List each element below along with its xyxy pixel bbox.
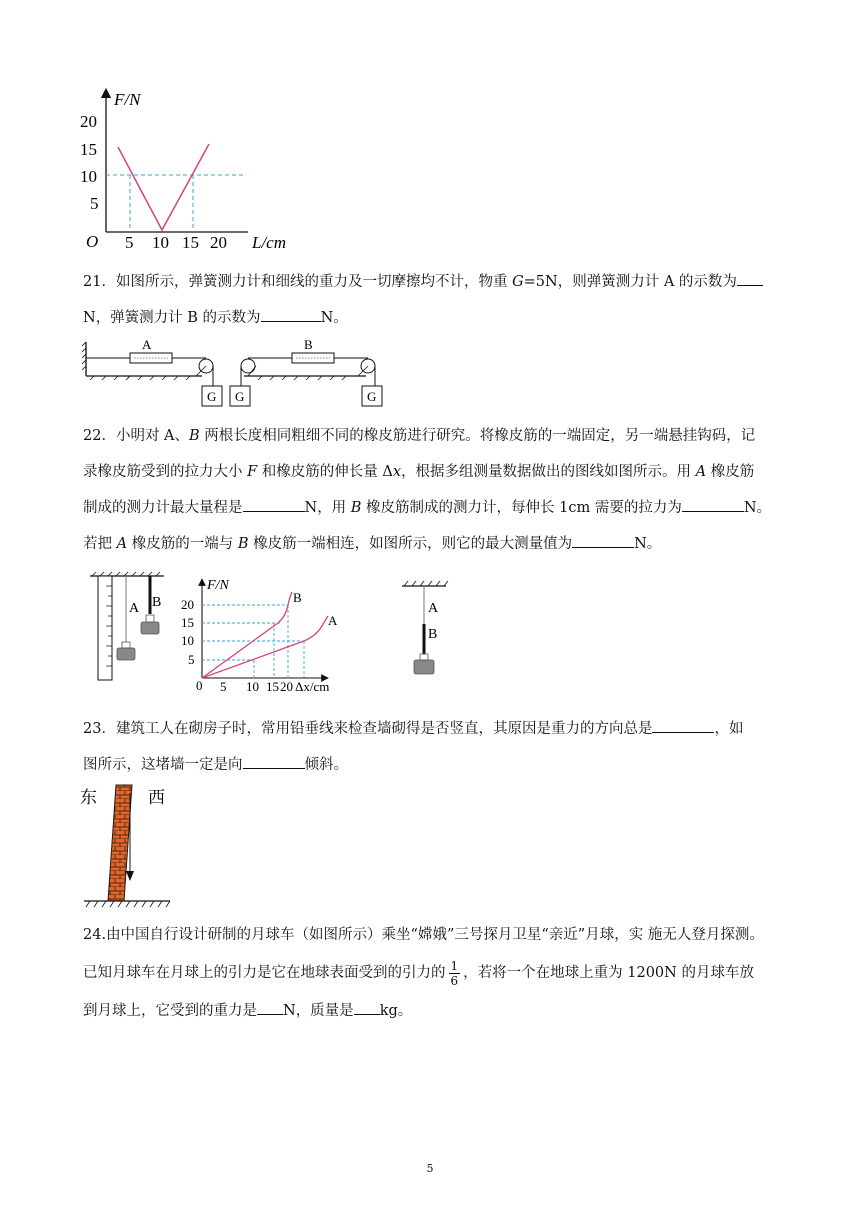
question-24 <box>83 917 793 1029</box>
page-number: 5 <box>426 1162 434 1175</box>
q21-line-2: N，弹簧测力计 B 的示数为 N。 <box>83 300 783 336</box>
force-curve <box>118 144 209 230</box>
y-tick: 15 <box>80 140 97 159</box>
answer-blank[interactable] <box>354 998 380 1015</box>
answer-blank[interactable] <box>652 716 714 733</box>
q23-line-1: 23．建筑工人在砌房子时，常用铅垂线来检查墙砌得是否竖直，其原因是重力的方向总是 ，如 <box>83 711 783 747</box>
svg-text:15: 15 <box>266 679 279 694</box>
x-tick: 10 <box>152 233 169 252</box>
svg-text:B: B <box>293 590 302 605</box>
answer-blank[interactable] <box>243 752 305 769</box>
svg-text:G: G <box>207 389 217 404</box>
x-tick: 5 <box>125 233 134 252</box>
label-west: 西 <box>148 788 165 807</box>
svg-text:20: 20 <box>181 597 194 612</box>
svg-text:A: A <box>328 613 338 628</box>
answer-blank[interactable] <box>243 495 305 512</box>
answer-blank[interactable] <box>257 998 283 1015</box>
svg-text:10: 10 <box>246 679 259 694</box>
svg-text:B: B <box>152 595 162 610</box>
answer-blank[interactable] <box>682 495 744 512</box>
q24-line-3: 到月球上，它受到的重力是 N，质量是 kg。 <box>83 993 793 1029</box>
svg-text:G: G <box>367 389 377 404</box>
hook-weight <box>414 660 434 674</box>
svg-text:0: 0 <box>196 678 203 693</box>
svg-text:20: 20 <box>280 679 293 694</box>
svg-text:A: A <box>129 601 140 616</box>
x-tick: 15 <box>182 233 199 252</box>
brick-wall <box>108 785 132 901</box>
q22-line-3: 制成的测力计最大量程是 N，用 B 橡皮筋制成的测力计，每伸长 1cm 需要的拉力为 N。 <box>83 490 783 526</box>
y-tick: 5 <box>90 194 99 213</box>
svg-text:15: 15 <box>181 615 194 630</box>
answer-blank[interactable] <box>572 531 634 548</box>
svg-text:5: 5 <box>220 679 227 694</box>
answer-blank[interactable] <box>737 269 763 286</box>
svg-text:10: 10 <box>181 633 194 648</box>
q24-line-2: 已知月球车在月球上的引力是它在地球表面受到的引力的 $\frac{1}{6}$ ，若将一个在地球上重为 1200N 的月球车放 <box>83 958 754 988</box>
hook-weight-b <box>141 622 159 634</box>
spring-scale-figure <box>82 336 392 414</box>
fraction-one-sixth: $\frac{1}{6}$ <box>450 958 459 988</box>
question-22 <box>83 418 783 562</box>
q22-line-4: 若把 A 橡皮筋的一端与 B 橡皮筋一端相连，如图所示，则它的最大测量值为 N。 <box>83 526 783 562</box>
question-23 <box>83 711 783 783</box>
rubber-band-setup-figure <box>88 570 168 685</box>
q24-line-1: 24.由中国自行设计研制的月球车（如图所示）乘坐“嫦娥”三号探月卫星“亲近”月球，实 施无人登月探测。 <box>83 927 764 943</box>
svg-text:Δx/cm: Δx/cm <box>295 679 330 694</box>
curve-a <box>202 616 328 678</box>
x-tick: 20 <box>210 233 227 252</box>
q21-line-1: 21．如图所示，弹簧测力计和细线的重力及一切摩擦均不计，物重 G=5N，则弹簧测力计 A 的示数为 <box>83 264 783 300</box>
series-rubber-bands-figure <box>400 578 450 678</box>
svg-text:A: A <box>428 601 439 616</box>
svg-text:5: 5 <box>188 652 195 667</box>
q23-line-2: 图所示，这堵墙一定是向 倾斜。 <box>83 747 783 783</box>
label-east: 东 <box>80 788 97 807</box>
y-axis-label: F/N <box>114 90 141 109</box>
hook-weight-a <box>117 648 135 660</box>
svg-text:G: G <box>235 389 245 404</box>
question-21 <box>83 264 783 336</box>
q22-line-1: 22．小明对 A、B 两根长度相同粗细不同的橡皮筋进行研究。将橡皮筋的一端固定，另一端悬挂钩码，记 <box>83 428 756 444</box>
spring-scale-b <box>292 353 334 363</box>
svg-text:B: B <box>428 627 438 642</box>
origin-label: O <box>86 232 99 251</box>
svg-text:F/N: F/N <box>207 578 229 593</box>
ruler <box>98 576 112 680</box>
svg-text:B: B <box>304 337 313 352</box>
y-tick: 10 <box>80 167 97 186</box>
y-tick: 20 <box>80 112 97 131</box>
q22-line-2: 录橡皮筋受到的拉力大小 F 和橡皮筋的伸长量 Δx，根据多组测量数据做出的图线如图所示。用 A 橡皮筋 <box>83 464 755 480</box>
rubber-band-graph <box>180 572 365 697</box>
spring-scale-a <box>130 353 172 363</box>
x-axis-label: L/cm <box>252 233 286 252</box>
svg-text:A: A <box>142 337 152 352</box>
leaning-wall-figure <box>80 783 180 913</box>
answer-blank[interactable] <box>261 305 321 322</box>
force-length-graph <box>78 85 308 257</box>
